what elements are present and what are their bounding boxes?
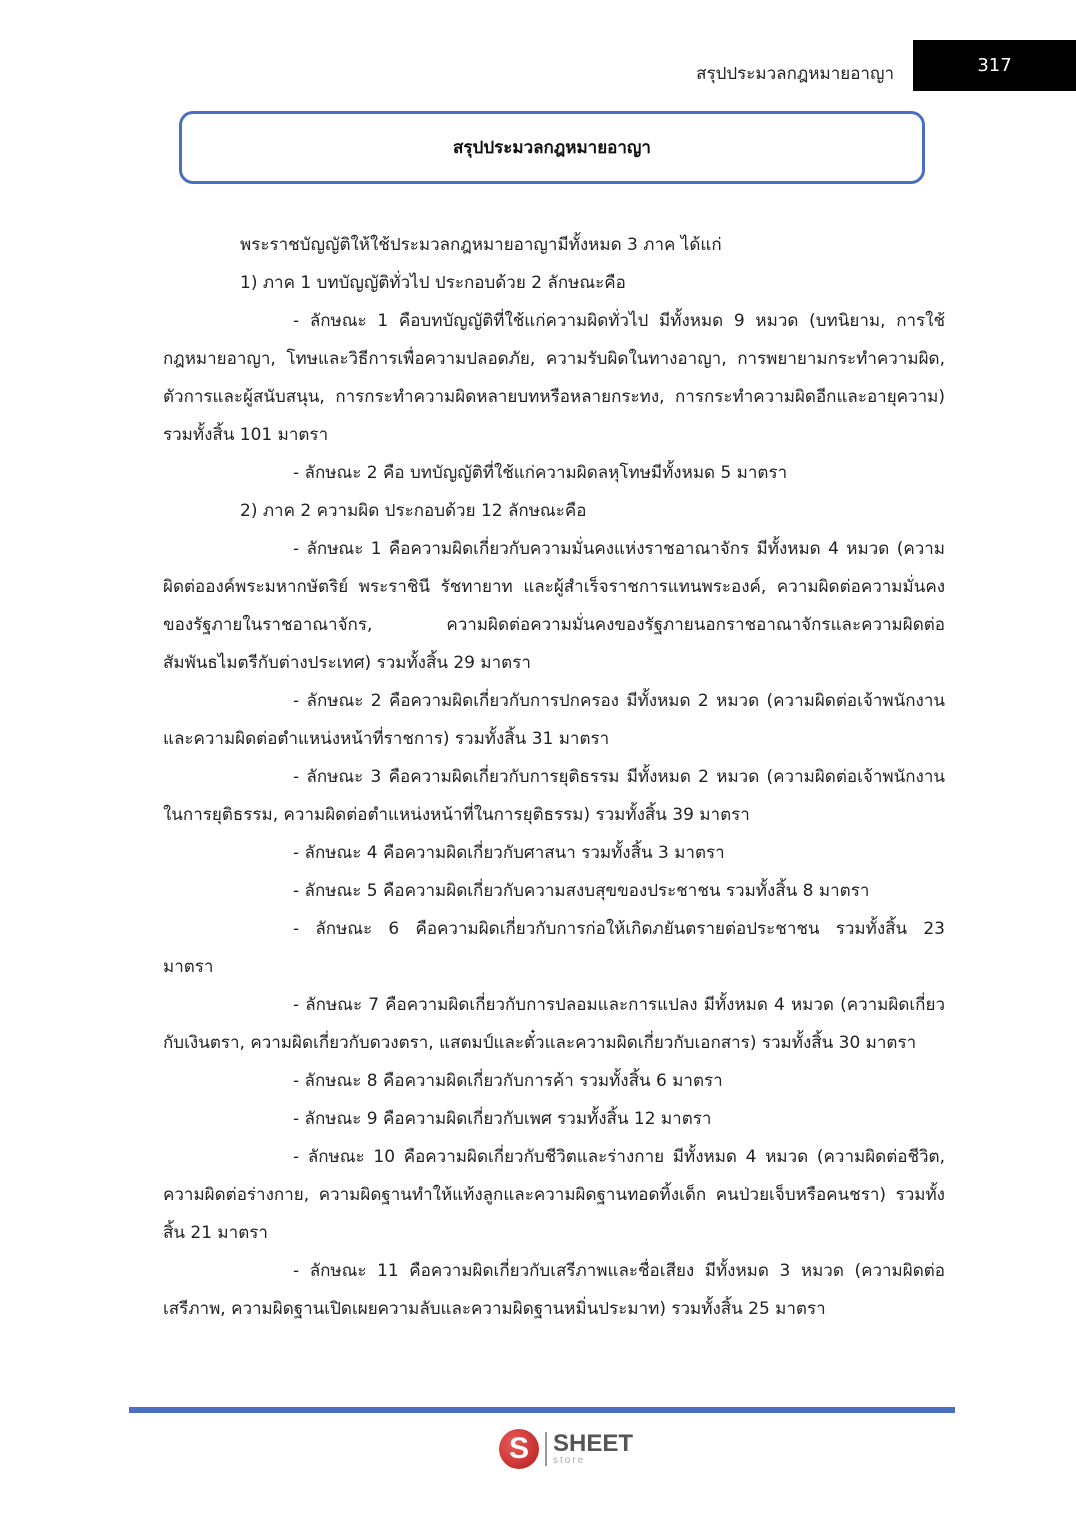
paragraph-part2-title-5: - ลักษณะ 5 คือความผิดเกี่ยวกับความสงบสุขของประชาชน รวมทั้งสิ้น 8 มาตรา (293, 881, 870, 901)
paragraph-title-1: - ลักษณะ 1 คือบทบัญญัติที่ใช้แก่ความผิดทั่วไป มีทั้งหมด 9 หมวด (บทนิยาม, การใช้กฎหมายอาญา, โทษและวิธีการเพื่อความปลอดภัย, ความรับผิดในทางอาญา, การพยายามกระทำความผิด, ตัวการและผู้สนับสนุน, การกระทำความผิดหลายบทหรือหลายกระทง, การกระทำความผิดอีกและอายุความ) รวมทั้งสิ้น 101 มาตรา (163, 311, 945, 445)
logo-name: SHEET (553, 1430, 634, 1457)
paragraph-part2-title-10: - ลักษณะ 10 คือความผิดเกี่ยวกับชีวิตและร่างกาย มีทั้งหมด 4 หมวด (ความผิดต่อชีวิต, ความผิดต่อร่างกาย, ความผิดฐานทำให้แท้งลูกและความผิดฐานทอดทิ้งเด็ก คนป่วยเจ็บหรือคนชรา) รวมทั้งสิ้น 21 มาตรา (163, 1147, 945, 1243)
paragraph-part-2: 2) ภาค 2 ความผิด ประกอบด้วย 12 ลักษณะคือ (240, 501, 587, 521)
paragraph-part2-title-7: - ลักษณะ 7 คือความผิดเกี่ยวกับการปลอมและการแปลง มีทั้งหมด 4 หมวด (ความผิดเกี่ยวกับเงินตรา, ความผิดเกี่ยวกับดวงตรา, แสตมป์และตั๋วและความผิดเกี่ยวกับเอกสาร) รวมทั้งสิ้น 30 มาตรา (163, 995, 945, 1053)
paragraph-part2-title-2: - ลักษณะ 2 คือความผิดเกี่ยวกับการปกครอง มีทั้งหมด 2 หมวด (ความผิดต่อเจ้าพนักงานและความผิดต่อตำแหน่งหน้าที่ราชการ) รวมทั้งสิ้น 31 มาตรา (163, 691, 945, 749)
section-title-box (179, 111, 925, 184)
paragraph-part-1: 1) ภาค 1 บทบัญญัติทั่วไป ประกอบด้วย 2 ลักษณะคือ (240, 273, 626, 293)
sheet-store-logo (499, 1428, 633, 1470)
logo-separator (545, 1432, 547, 1466)
running-header-title: สรุปประมวลกฎหมายอาญา (696, 64, 894, 84)
paragraph-part2-title-6: - ลักษณะ 6 คือความผิดเกี่ยวกับการก่อให้เกิดภยันตรายต่อประชาชน รวมทั้งสิ้น 23 มาตรา (163, 919, 945, 977)
paragraph-part2-title-1: - ลักษณะ 1 คือความผิดเกี่ยวกับความมั่นคงแห่งราชอาณาจักร มีทั้งหมด 4 หมวด (ความผิดต่อองค์พระมหากษัตริย์ พระราชินี รัชทายาท และผู้สำเร็จราชการแทนพระองค์, ความผิดต่อความมั่นคงของรัฐภายในราชอาณาจักร, ความผิดต่อความมั่นคงของรัฐภายนอกราชอาณาจักรและความผิดต่อสัมพันธไมตรีกับต่างประเทศ) รวมทั้งสิ้น 29 มาตรา (163, 539, 945, 673)
logo-text (553, 1432, 633, 1466)
document-body (163, 226, 945, 1328)
logo-subtitle: store (553, 1455, 586, 1466)
page-number: 317 (913, 40, 1076, 91)
paragraph-part2-title-9: - ลักษณะ 9 คือความผิดเกี่ยวกับเพศ รวมทั้งสิ้น 12 มาตรา (293, 1109, 712, 1129)
paragraph-part2-title-8: - ลักษณะ 8 คือความผิดเกี่ยวกับการค้า รวมทั้งสิ้น 6 มาตรา (293, 1071, 723, 1091)
logo-mark-icon: S (499, 1429, 539, 1469)
footer-divider (129, 1407, 955, 1413)
paragraph-part2-title-4: - ลักษณะ 4 คือความผิดเกี่ยวกับศาสนา รวมทั้งสิ้น 3 มาตรา (293, 843, 725, 863)
paragraph-intro: พระราชบัญญัติให้ใช้ประมวลกฎหมายอาญามีทั้งหมด 3 ภาค ได้แก่ (240, 235, 722, 255)
paragraph-title-2: - ลักษณะ 2 คือ บทบัญญัติที่ใช้แก่ความผิดลหุโทษมีทั้งหมด 5 มาตรา (293, 463, 788, 483)
section-title: สรุปประมวลกฎหมายอาญา (453, 138, 651, 158)
paragraph-part2-title-11: - ลักษณะ 11 คือความผิดเกี่ยวกับเสรีภาพและชื่อเสียง มีทั้งหมด 3 หมวด (ความผิดต่อเสรีภาพ, ความผิดฐานเปิดเผยความลับและความผิดฐานหมิ่นประมาท) รวมทั้งสิ้น 25 มาตรา (163, 1261, 945, 1319)
paragraph-part2-title-3: - ลักษณะ 3 คือความผิดเกี่ยวกับการยุติธรรม มีทั้งหมด 2 หมวด (ความผิดต่อเจ้าพนักงานในการยุติธรรม, ความผิดต่อตำแหน่งหน้าที่ในการยุติธรรม) รวมทั้งสิ้น 39 มาตรา (163, 767, 945, 825)
